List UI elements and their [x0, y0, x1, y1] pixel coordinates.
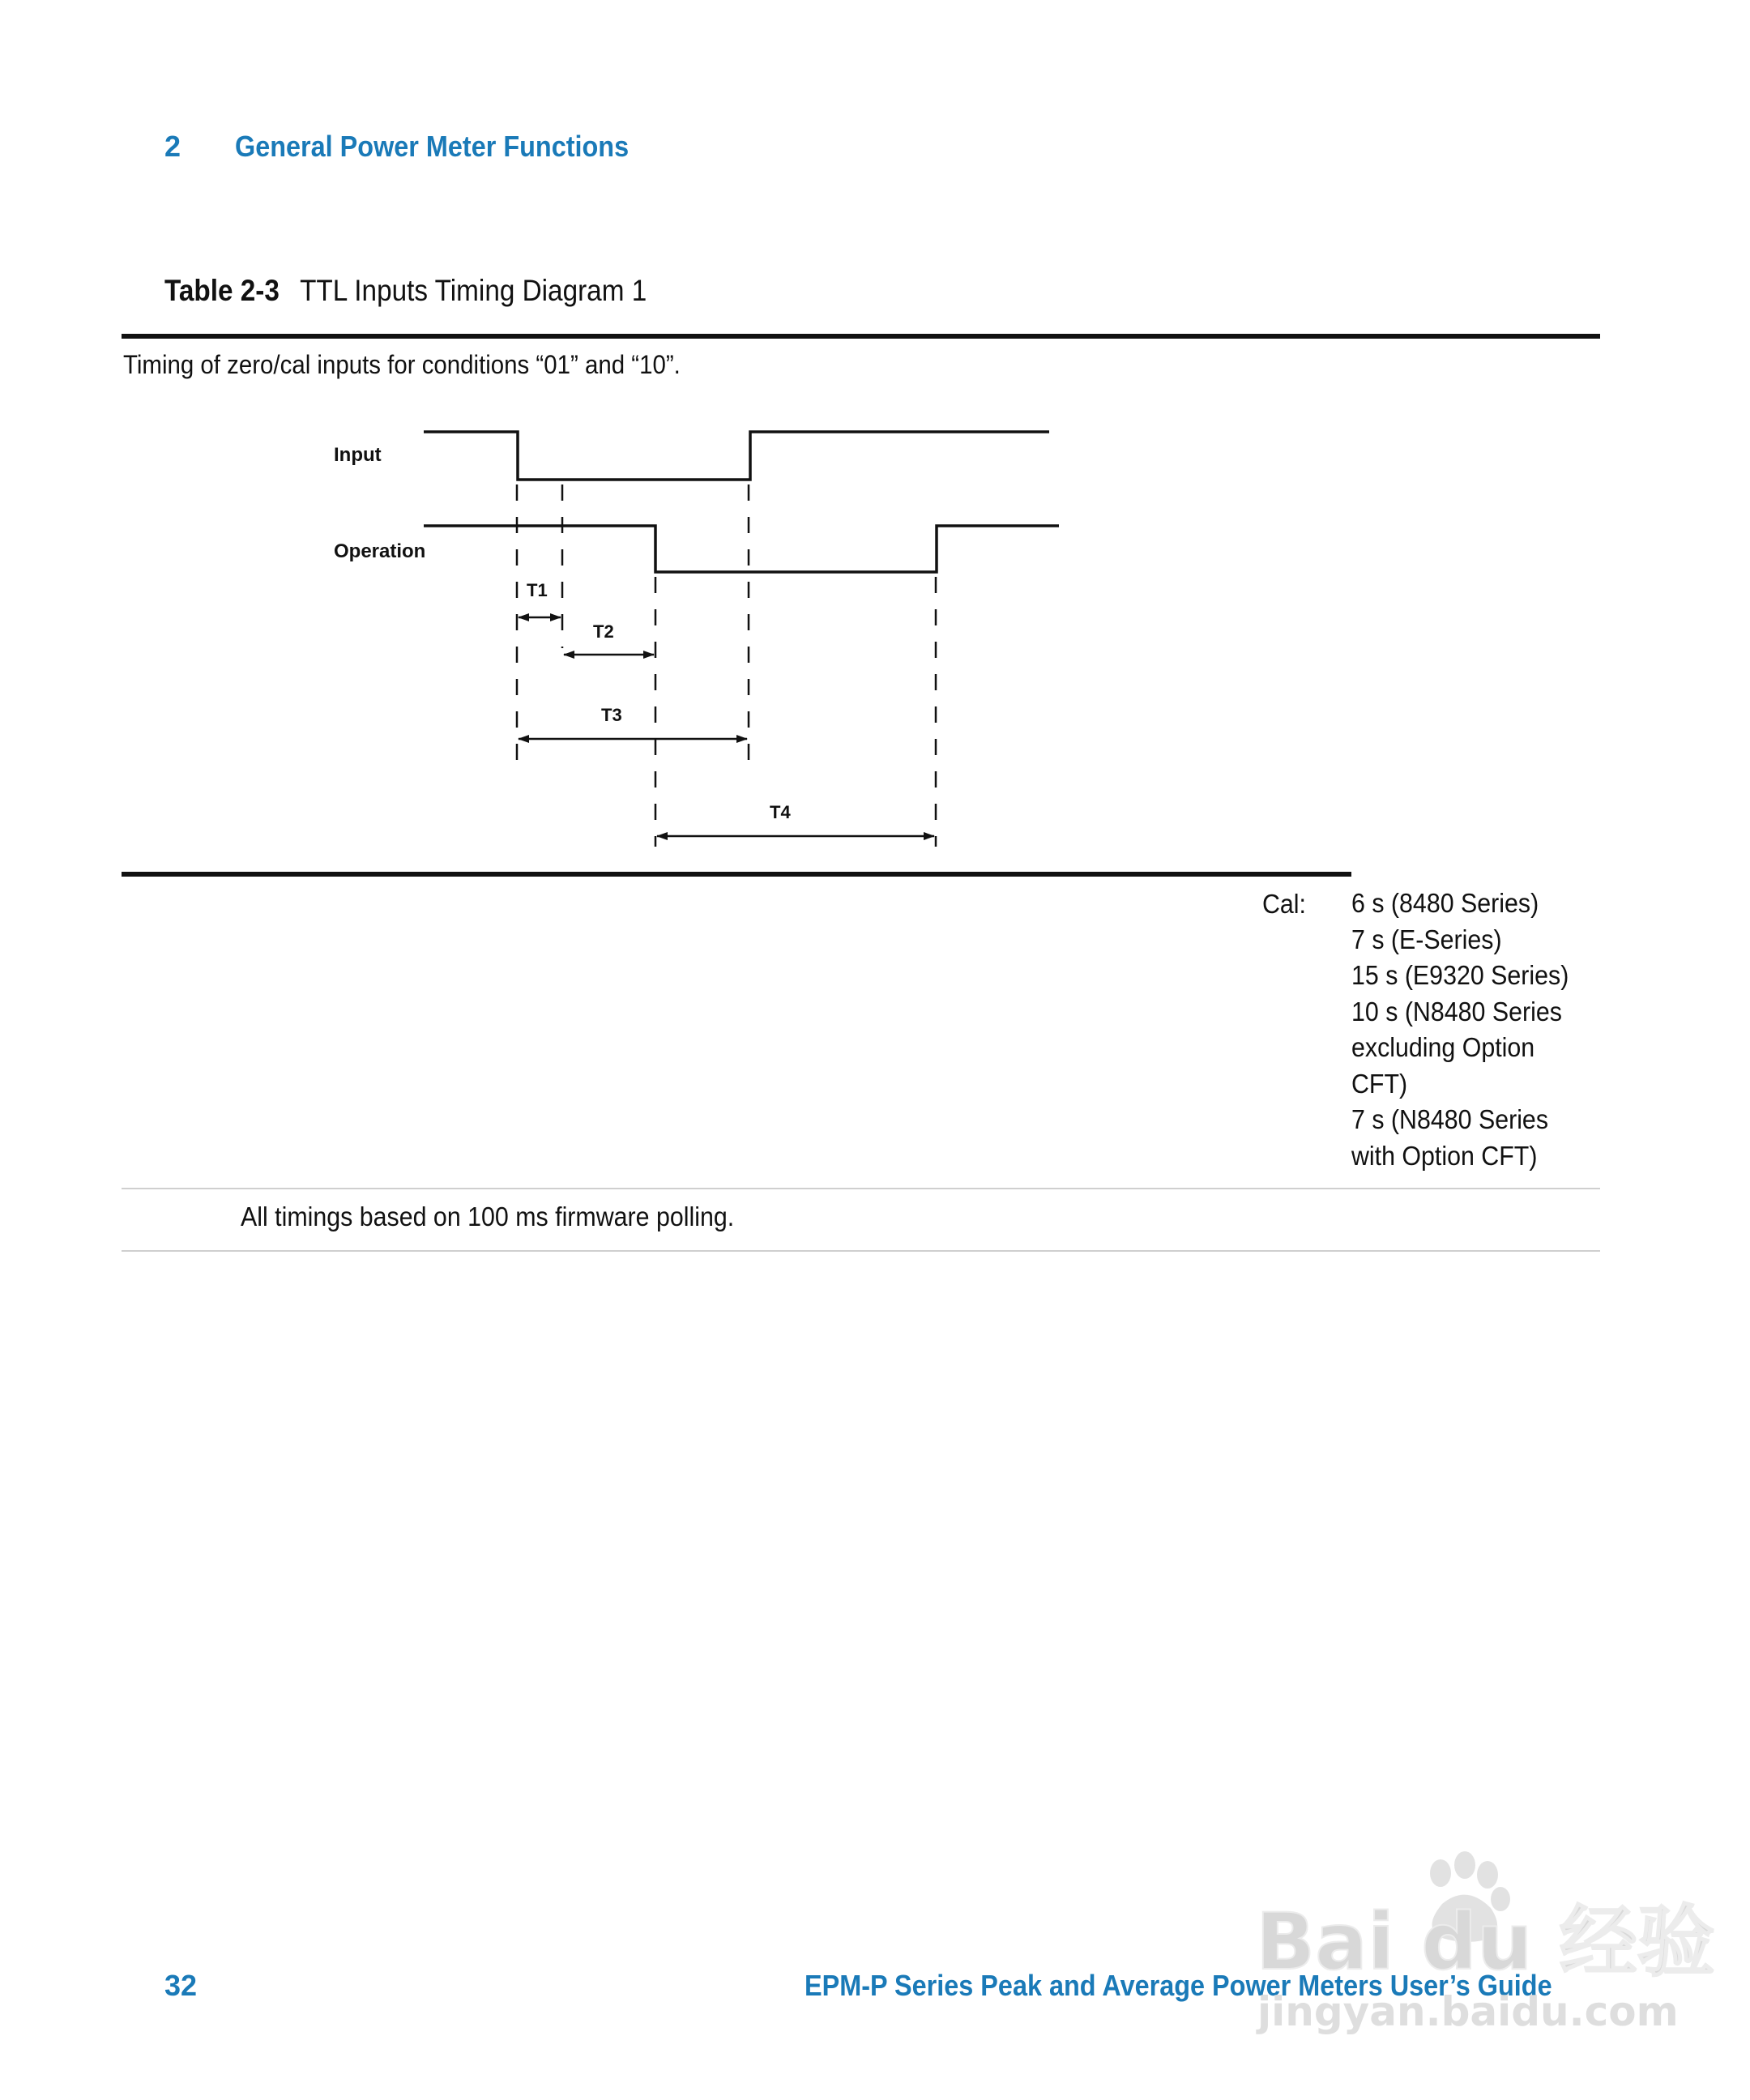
watermark-url: jingyan.baidu.com [1257, 1988, 1679, 2035]
cal-label: Cal: [1262, 889, 1306, 919]
operation-waveform [424, 526, 1059, 572]
table-caption [164, 274, 647, 308]
table-top-rule [122, 334, 1600, 339]
t1-label: T1 [527, 580, 548, 600]
timing-note: All timings based on 100 ms firmware polling. [241, 1202, 735, 1231]
t4-label: T4 [770, 802, 791, 822]
cal-value-line: 6 s (8480 Series) [1351, 888, 1539, 918]
cal-value-line: 15 s (E9320 Series) [1351, 960, 1569, 990]
cal-value-line: excluding Option [1351, 1032, 1535, 1062]
chapter-number: 2 [164, 130, 181, 163]
table-bottom-rule [122, 1250, 1600, 1252]
table-intro: Timing of zero/cal inputs for conditions “01” and “10”. [123, 350, 681, 379]
cal-value-line: with Option CFT) [1351, 1140, 1538, 1171]
cal-value-line: 7 s (N8480 Series [1351, 1104, 1549, 1134]
cal-value-line: 10 s (N8480 Series [1351, 996, 1562, 1027]
t2-label: T2 [593, 621, 614, 642]
guide-title: EPM-P Series Peak and Average Power Meters User’s Guide [805, 1969, 1552, 2002]
timing-diagram [308, 405, 1086, 859]
table-title: TTL Inputs Timing Diagram 1 [300, 274, 647, 307]
input-signal-label: Input [334, 444, 382, 466]
watermark-brand: Bai du 经验 [1256, 1897, 1715, 1987]
cal-values [1351, 886, 1575, 1174]
diagram-bottom-rule [122, 872, 1351, 877]
baidu-watermark [1248, 1847, 1715, 2042]
t3-label: T3 [601, 705, 622, 725]
row-divider [122, 1188, 1600, 1189]
table-label: Table 2-3 [164, 274, 280, 307]
operation-signal-label: Operation [334, 540, 426, 562]
cal-value-line: 7 s (E-Series) [1351, 924, 1502, 954]
input-waveform [424, 432, 1049, 480]
page-number: 32 [164, 1969, 198, 2002]
cal-value-line: CFT) [1351, 1068, 1408, 1099]
chapter-title: General Power Meter Functions [235, 130, 630, 163]
